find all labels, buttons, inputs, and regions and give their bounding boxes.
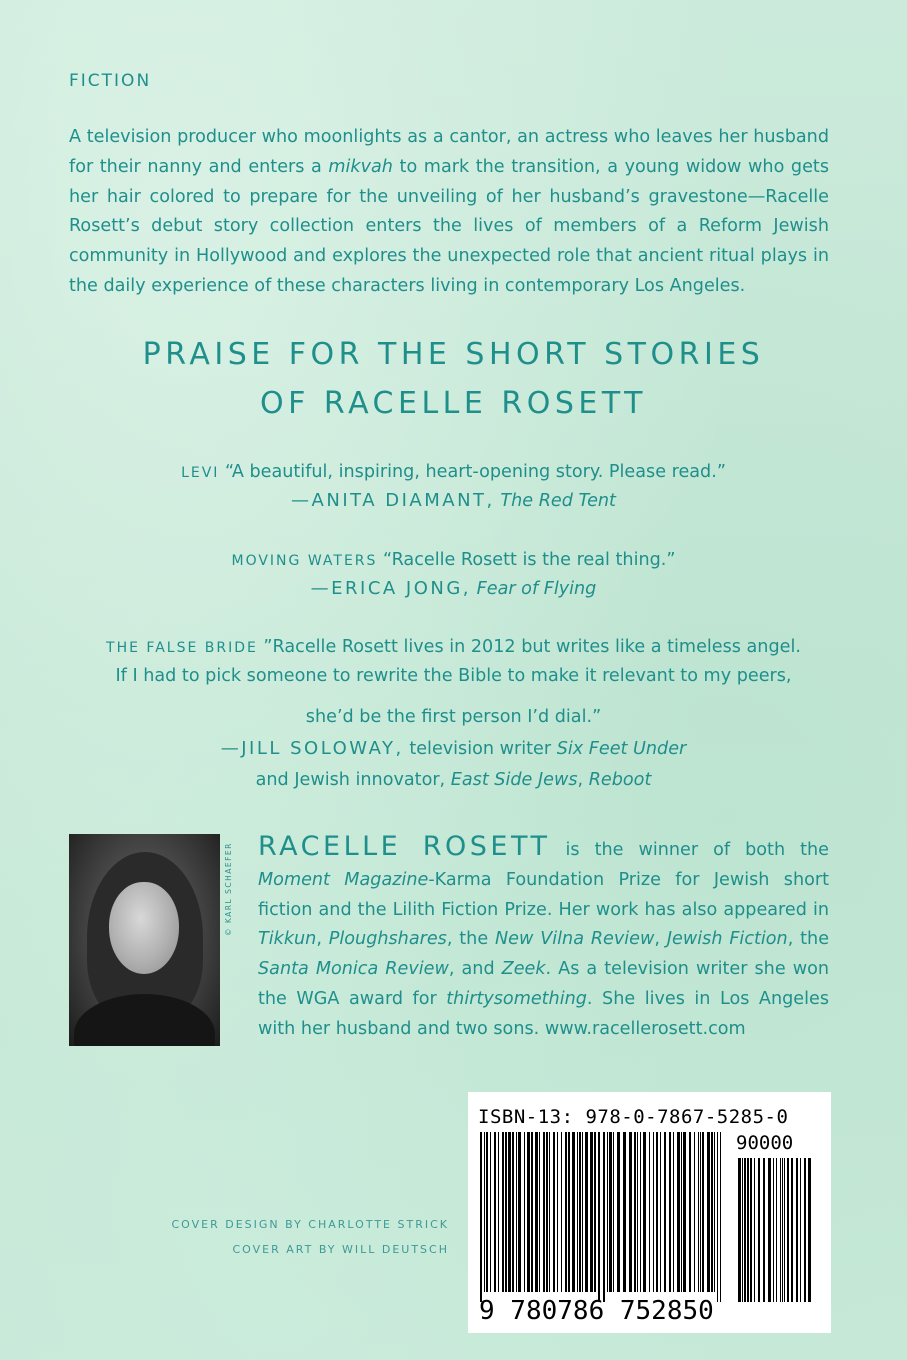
barcode-bar (512, 1132, 514, 1292)
story-title: THE FALSE BRIDE (106, 640, 258, 656)
photo-body (74, 994, 215, 1046)
barcode-addon-bar (784, 1158, 785, 1302)
barcode-bar (607, 1132, 608, 1292)
quote-work: Reboot (588, 770, 652, 790)
barcode-bar (572, 1132, 575, 1292)
barcode-bar (634, 1132, 636, 1292)
barcode-bar (531, 1132, 533, 1292)
barcode-bar (673, 1132, 674, 1292)
bio-italic: Ploughshares (328, 929, 447, 950)
barcode-bar (613, 1132, 614, 1292)
barcode-addon-bar (776, 1158, 777, 1302)
barcode-addon-bar (738, 1158, 741, 1302)
quote-moving-waters (0, 545, 907, 576)
quote-role: and Jewish innovator, (255, 770, 451, 790)
quote-work: East Side Jews (450, 770, 578, 790)
barcode-bar (707, 1132, 710, 1292)
barcode-digits: 9 780786 752850 (479, 1296, 714, 1326)
bio-text: is the winner of both the (550, 840, 829, 860)
photo-credit: © KARL SCHAEFER (224, 842, 233, 936)
barcode-panel (468, 1092, 831, 1333)
barcode-bar (623, 1132, 626, 1292)
barcode-addon-bar (750, 1158, 752, 1302)
barcode-addon-bar (763, 1158, 765, 1302)
quote-text-line: she’d be the first person I’d dial.” (305, 707, 602, 727)
barcode-bar (669, 1132, 671, 1292)
barcode-bar (568, 1132, 570, 1292)
bio-text: , the (446, 929, 496, 950)
book-description (69, 123, 829, 302)
barcode-bar (527, 1132, 530, 1292)
barcode-bar (683, 1132, 686, 1292)
bio-text: , (316, 929, 329, 950)
bio-italic: Santa Monica Review (258, 959, 449, 980)
story-title: MOVING WATERS (231, 553, 378, 569)
barcode-bar (698, 1132, 699, 1292)
barcode-bar (484, 1132, 485, 1292)
barcode-bar (660, 1132, 661, 1292)
quote-work: Six Feet Under (556, 739, 687, 759)
bio-text: , (654, 929, 667, 950)
barcode-addon-bar (808, 1158, 811, 1302)
description-text: to mark the transition, a young widow who gets her hair colored to prepare for the unveiling of her husband’s gravestone—Racelle Rosett’s debut story collection enters the lives of members of a Reform Jewish community in Hollywood and explores the unexpected role that ancient ritual plays in the daily experience of these characters living in contemporary Los Angeles. (69, 156, 829, 296)
barcode-bar (590, 1132, 593, 1292)
bio-italic: thirtysomething (446, 988, 587, 1009)
bio-italic: Jewish Fiction (666, 929, 788, 950)
bio-italic: New Vilna Review (495, 929, 655, 950)
barcode-bar (720, 1132, 721, 1302)
story-title: LEVI (181, 465, 220, 481)
quote-attribution-line (0, 765, 907, 795)
barcode-bar (565, 1132, 567, 1292)
bio-italic: Tikkun (258, 929, 317, 950)
quote-text-line: If I had to pick someone to rewrite the Bible to make it relevant to my peers, (115, 666, 792, 686)
barcode-bar (543, 1132, 545, 1292)
barcode-bar (637, 1132, 638, 1292)
barcode-addon-bar (791, 1158, 793, 1302)
quote-attribution (0, 486, 907, 516)
barcode-bar (557, 1132, 558, 1292)
cover-art-credit: COVER ART BY WILL DEUTSCH (232, 1243, 449, 1256)
barcode-addon-bar (744, 1158, 746, 1302)
barcode-bar (524, 1132, 525, 1292)
quote-work: Fear of Flying (471, 579, 597, 599)
barcode-bar (516, 1132, 517, 1292)
barcode-addon-bar (782, 1158, 783, 1302)
barcode-bar (498, 1132, 499, 1292)
barcode-bar (714, 1132, 715, 1292)
barcode-bar (609, 1132, 612, 1292)
description-text: A television producer who moonlights as a cantor, an actress who leaves her husband for their nanny and enters a (69, 127, 829, 177)
barcode-addon-bar (754, 1158, 755, 1302)
bio-italic: Zeek (501, 959, 546, 980)
barcode-bar (553, 1132, 555, 1292)
praise-heading: OF RACELLE ROSETT (260, 386, 647, 421)
quote-text: “A beautiful, inspiring, heart-opening story. Please read.” (219, 462, 726, 482)
barcode-bar (535, 1132, 538, 1292)
author-name: RACELLE ROSETT (258, 831, 551, 862)
barcode-bar (549, 1132, 550, 1292)
price-code: 90000 (736, 1132, 794, 1154)
barcode-bar (577, 1132, 578, 1292)
barcode-bar (664, 1132, 666, 1292)
barcode-bar (561, 1132, 562, 1292)
barcode-bar (677, 1132, 680, 1292)
barcode-bar (702, 1132, 704, 1292)
barcode-bar (649, 1132, 650, 1292)
bio-text: , and (448, 959, 502, 980)
bio-italic: Moment Magazine (258, 869, 429, 890)
barcode-bar (480, 1132, 482, 1302)
barcode-bar (653, 1132, 654, 1292)
barcode-bar (643, 1132, 646, 1292)
barcode-addon-bar (796, 1158, 798, 1302)
barcode-bar (585, 1132, 588, 1292)
quote-attribution (0, 734, 907, 764)
barcode-bar (582, 1132, 583, 1292)
bio-text: , the (787, 929, 830, 950)
barcode-addon-bar (773, 1158, 774, 1302)
barcode-addon-bar (768, 1158, 771, 1302)
barcode-bar (681, 1132, 682, 1292)
barcode-bar (629, 1132, 632, 1292)
bio-text: . As a television writer she won the WGA award for (258, 959, 829, 1009)
barcode-bar (486, 1132, 488, 1292)
barcode-bar (694, 1132, 695, 1292)
bio-text: -Karma Foundation Prize for Jewish short fiction and the Lilith Fiction Prize. Her work has also appeared in (258, 869, 829, 920)
praise-heading: PRAISE FOR THE SHORT STORIES (142, 337, 765, 372)
bio-text: . She lives in Los Angeles with her husband and two sons. www.racellerosett.com (258, 988, 829, 1039)
barcode-bar (594, 1132, 596, 1292)
quote-role: television writer (403, 739, 557, 759)
barcode-bar (656, 1132, 658, 1292)
barcode (480, 1132, 820, 1304)
barcode-bar (689, 1132, 691, 1292)
barcode-addon-bar (800, 1158, 801, 1302)
barcode-bar (700, 1132, 701, 1292)
quote-levi (0, 457, 907, 488)
quote-text: ”Racelle Rosett lives in 2012 but writes like a timeless angel. (257, 637, 801, 657)
description-italic-term: mikvah (328, 156, 393, 177)
isbn-number: ISBN-13: 978-0-7867-5285-0 (478, 1106, 789, 1128)
quote-author: —ERICA JONG, (310, 578, 472, 599)
barcode-addon-bar (804, 1158, 806, 1302)
barcode-bar (579, 1132, 581, 1292)
barcode-bar (603, 1132, 605, 1302)
barcode-addon-bar (780, 1158, 781, 1302)
quote-attribution (0, 574, 907, 604)
photo-face (109, 882, 179, 974)
quote-false-bride (0, 632, 907, 663)
barcode-bar (502, 1132, 504, 1292)
cover-design-credit: COVER DESIGN BY CHARLOTTE STRICK (171, 1218, 449, 1231)
quote-text: “Racelle Rosett is the real thing.” (377, 550, 676, 570)
barcode-addon-bar (747, 1158, 749, 1302)
barcode-bar (546, 1132, 548, 1292)
genre-label: FICTION (69, 71, 152, 91)
barcode-bar (494, 1132, 496, 1292)
quote-author: —ANITA DIAMANT, (291, 490, 495, 511)
barcode-bar (508, 1132, 511, 1292)
barcode-bar (711, 1132, 713, 1292)
barcode-addon-bar (742, 1158, 743, 1302)
quote-work: The Red Tent (494, 491, 616, 511)
quote-author: —JILL SOLOWAY, (220, 738, 404, 759)
barcode-bar (539, 1132, 540, 1292)
barcode-bar (505, 1132, 507, 1292)
author-bio (258, 832, 829, 1045)
separator: , (577, 770, 589, 790)
barcode-bar (617, 1132, 620, 1292)
barcode-bar (640, 1132, 641, 1292)
barcode-addon-bar (758, 1158, 760, 1302)
barcode-bar (490, 1132, 491, 1292)
barcode-bar (598, 1132, 600, 1302)
barcode-bar (518, 1132, 521, 1292)
barcode-addon-bar (787, 1158, 789, 1302)
author-photo (69, 834, 220, 1046)
barcode-bar (717, 1132, 718, 1302)
